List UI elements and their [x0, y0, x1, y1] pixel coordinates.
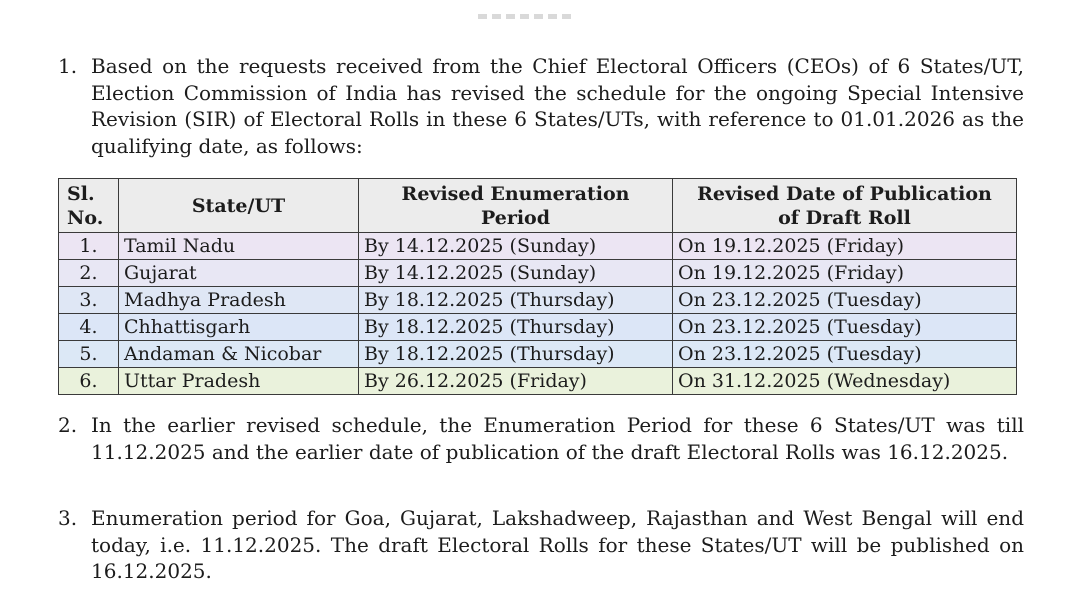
header-state: State/UT — [119, 179, 359, 233]
paragraph-3-number: 3. — [58, 506, 78, 530]
paragraph-3-text: Enumeration period for Goa, Gujarat, Lakshadweep, Rajasthan and West Bengal will end today, i.e. 11.12.2025. The draft Electoral Rolls for these States/UT will be published on 16.12.2025. — [91, 506, 1024, 583]
cell-state: Gujarat — [119, 260, 359, 287]
cell-publication: On 31.12.2025 (Wednesday) — [673, 368, 1017, 395]
cell-sl-no: 6. — [59, 368, 119, 395]
cell-state: Chhattisgarh — [119, 314, 359, 341]
cell-enumeration: By 26.12.2025 (Friday) — [359, 368, 673, 395]
table-header-row — [59, 179, 1017, 233]
cell-state: Uttar Pradesh — [119, 368, 359, 395]
table-row — [59, 314, 1017, 341]
header-sl-line2: No. — [67, 206, 104, 229]
paragraph-1-number: 1. — [58, 54, 78, 78]
header-sl-line1: Sl. — [67, 182, 95, 205]
paragraph-1 — [58, 53, 1024, 159]
cell-sl-no: 1. — [59, 233, 119, 260]
cell-enumeration: By 18.12.2025 (Thursday) — [359, 341, 673, 368]
revised-schedule-table — [58, 178, 1017, 395]
header-enum-line1: Revised Enumeration — [401, 182, 630, 205]
table-row — [59, 368, 1017, 395]
table-row — [59, 341, 1017, 368]
cell-state: Andaman & Nicobar — [119, 341, 359, 368]
paragraph-2-number: 2. — [58, 413, 78, 437]
header-enumeration-period — [359, 179, 673, 233]
faint-header-mark — [478, 14, 574, 19]
cell-enumeration: By 18.12.2025 (Thursday) — [359, 314, 673, 341]
header-pub-line1: Revised Date of Publication — [697, 182, 992, 205]
paragraph-3 — [58, 505, 1024, 585]
cell-enumeration: By 14.12.2025 (Sunday) — [359, 260, 673, 287]
cell-publication: On 23.12.2025 (Tuesday) — [673, 341, 1017, 368]
header-sl-no — [59, 179, 119, 233]
header-enum-line2: Period — [480, 206, 551, 229]
cell-sl-no: 3. — [59, 287, 119, 314]
cell-state: Tamil Nadu — [119, 233, 359, 260]
cell-enumeration: By 18.12.2025 (Thursday) — [359, 287, 673, 314]
table-row — [59, 233, 1017, 260]
cell-sl-no: 5. — [59, 341, 119, 368]
table-row — [59, 260, 1017, 287]
paragraph-2-text: In the earlier revised schedule, the Enumeration Period for these 6 States/UT was till 11.12.2025 and the earlier date of publication of the draft Electoral Rolls was 16.12.2025. — [91, 413, 1024, 464]
cell-publication: On 19.12.2025 (Friday) — [673, 260, 1017, 287]
cell-publication: On 23.12.2025 (Tuesday) — [673, 287, 1017, 314]
cell-enumeration: By 14.12.2025 (Sunday) — [359, 233, 673, 260]
header-pub-line2: of Draft Roll — [778, 206, 911, 229]
cell-publication: On 23.12.2025 (Tuesday) — [673, 314, 1017, 341]
cell-sl-no: 2. — [59, 260, 119, 287]
cell-state: Madhya Pradesh — [119, 287, 359, 314]
paragraph-1-text: Based on the requests received from the Chief Electoral Officers (CEOs) of 6 States/UT, Election Commission of India has revised the schedule for the ongoing Special Intensive Revision (SIR) of Electoral Rolls in these 6 States/UTs, with reference to 01.01.2026 as the qualifying date, as follows: — [91, 54, 1024, 158]
cell-publication: On 19.12.2025 (Friday) — [673, 233, 1017, 260]
header-publication-date — [673, 179, 1017, 233]
cell-sl-no: 4. — [59, 314, 119, 341]
table-row — [59, 287, 1017, 314]
paragraph-2 — [58, 412, 1024, 465]
